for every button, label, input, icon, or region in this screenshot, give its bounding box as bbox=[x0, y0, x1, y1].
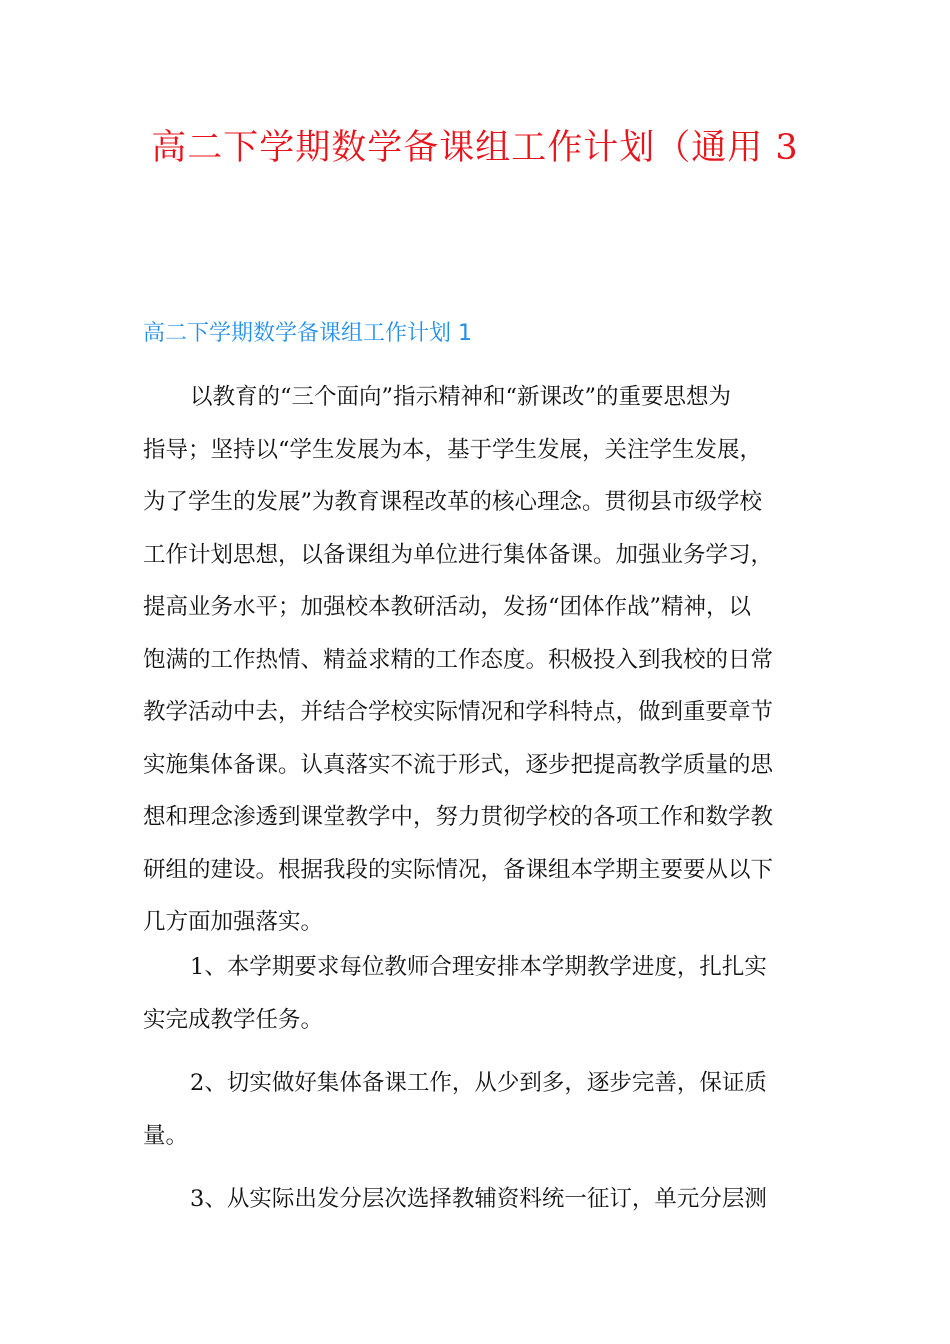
list-item-2 bbox=[143, 1057, 807, 1162]
paragraph-line: 实完成教学任务。 bbox=[143, 1006, 324, 1033]
paragraph-line: 研组的建设。根据我段的实际情况，备课组本学期主要要从以下 bbox=[143, 856, 774, 883]
document-title: 高二下学期数学备课组工作计划（通用 3 bbox=[151, 128, 799, 168]
intro-paragraph bbox=[143, 371, 807, 949]
paragraph-line: 指导；坚持以“学生发展为本，基于学生发展，关注学生发展， bbox=[143, 436, 763, 463]
list-item-3 bbox=[143, 1173, 807, 1226]
section-heading: 高二下学期数学备课组工作计划 1 bbox=[143, 321, 472, 346]
paragraph-line: 教学活动中去，并结合学校实际情况和学科特点，做到重要章节 bbox=[143, 699, 774, 725]
list-item-1 bbox=[143, 941, 807, 1046]
paragraph-line: 几方面加强落实。 bbox=[143, 909, 324, 935]
paragraph-line: 3、从实际出发分层次选择教辅资料统一征订，单元分层测 bbox=[190, 1186, 767, 1212]
paragraph-line: 饱满的工作热情、精益求精的工作态度。积极投入到我校的日常 bbox=[143, 646, 774, 673]
paragraph-line: 1、本学期要求每位教师合理安排本学期教学进度，扎扎实 bbox=[190, 954, 767, 980]
paragraph-line: 实施集体备课。认真落实不流于形式，逐步把提高教学质量的思 bbox=[143, 751, 774, 778]
paragraph-line: 量。 bbox=[143, 1122, 189, 1149]
paragraph-line: 2、切实做好集体备课工作，从少到多，逐步完善，保证质 bbox=[190, 1070, 767, 1096]
paragraph-line: 以教育的“三个面向”指示精神和“新课改”的重要思想为 bbox=[190, 384, 732, 410]
paragraph-line: 提高业务水平；加强校本教研活动，发扬“团体作战”精神，以 bbox=[143, 594, 752, 620]
paragraph-line: 工作计划思想，以备课组为单位进行集体备课。加强业务学习， bbox=[143, 541, 774, 568]
paragraph-line: 为了学生的发展”为教育课程改革的核心理念。贯彻县市级学校 bbox=[143, 489, 763, 515]
paragraph-line: 想和理念渗透到课堂教学中，努力贯彻学校的各项工作和数学教 bbox=[143, 804, 774, 830]
